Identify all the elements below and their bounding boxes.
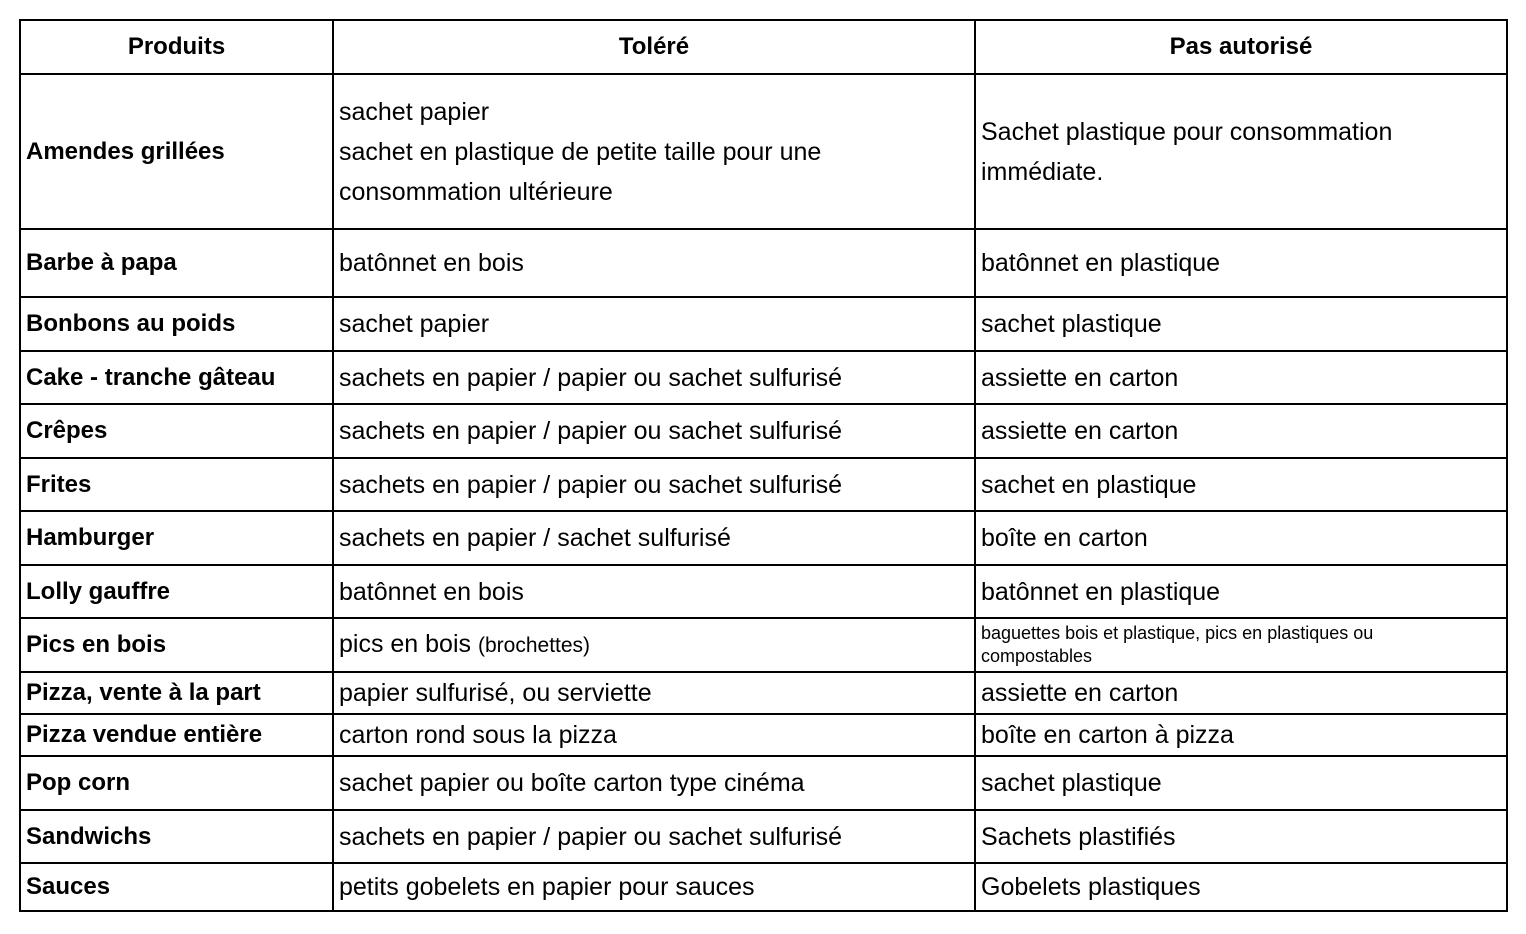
product-cell: Cake - tranche gâteau	[20, 351, 333, 404]
tolere-cell: carton rond sous la pizza	[333, 714, 975, 756]
product-cell: Pics en bois	[20, 618, 333, 672]
pas-autorise-line: Sachet plastique pour consommation	[981, 117, 1393, 146]
product-cell: Sauces	[20, 863, 333, 911]
table-row	[20, 714, 1507, 756]
pas-autorise-cell	[975, 618, 1507, 672]
product-cell: Crêpes	[20, 404, 333, 458]
tolere-cell: sachets en papier / papier ou sachet sulfurisé	[333, 458, 975, 511]
table-row	[20, 458, 1507, 511]
tolere-cell: sachets en papier / papier ou sachet sulfurisé	[333, 810, 975, 863]
tolere-cell: papier sulfurisé, ou serviette	[333, 672, 975, 714]
table-row	[20, 229, 1507, 297]
tolere-cell: batônnet en bois	[333, 229, 975, 297]
table-row	[20, 810, 1507, 863]
product-cell: Amendes grillées	[20, 74, 333, 229]
table-row	[20, 351, 1507, 404]
table-row	[20, 672, 1507, 714]
product-cell: Lolly gauffre	[20, 565, 333, 618]
pas-autorise-cell: batônnet en plastique	[975, 229, 1507, 297]
tolere-cell: sachets en papier / papier ou sachet sulfurisé	[333, 404, 975, 458]
header-pas-autorise: Pas autorisé	[975, 20, 1507, 74]
table-row	[20, 404, 1507, 458]
pas-autorise-line: immédiate.	[981, 157, 1104, 186]
packaging-table	[19, 19, 1508, 912]
pas-autorise-cell: assiette en carton	[975, 404, 1507, 458]
tolere-cell: sachets en papier / sachet sulfurisé	[333, 511, 975, 565]
tolere-cell: sachet papier ou boîte carton type cinéma	[333, 756, 975, 810]
tolere-cell: batônnet en bois	[333, 565, 975, 618]
tolere-cell	[333, 618, 975, 672]
product-cell: Bonbons au poids	[20, 297, 333, 351]
pas-autorise-line: baguettes bois et plastique, pics en plastiques ou	[981, 623, 1374, 643]
tolere-line: sachet papier	[339, 97, 490, 126]
pas-autorise-cell: assiette en carton	[975, 672, 1507, 714]
header-produits: Produits	[20, 20, 333, 74]
tolere-cell: sachet papier	[333, 297, 975, 351]
table-row	[20, 74, 1507, 229]
pas-autorise-cell: batônnet en plastique	[975, 565, 1507, 618]
product-cell: Pizza vendue entière	[20, 714, 333, 756]
pas-autorise-cell: sachet plastique	[975, 756, 1507, 810]
tolere-note: (brochettes)	[477, 634, 591, 657]
tolere-text: pics en bois	[339, 630, 472, 658]
product-cell: Sandwichs	[20, 810, 333, 863]
product-cell: Frites	[20, 458, 333, 511]
tolere-cell: petits gobelets en papier pour sauces	[333, 863, 975, 911]
product-cell: Barbe à papa	[20, 229, 333, 297]
tolere-line: consommation ultérieure	[339, 177, 613, 206]
tolere-cell	[333, 74, 975, 229]
pas-autorise-cell: sachet en plastique	[975, 458, 1507, 511]
pas-autorise-cell: assiette en carton	[975, 351, 1507, 404]
tolere-line: sachet en plastique de petite taille pour une	[339, 137, 822, 166]
pas-autorise-cell: sachet plastique	[975, 297, 1507, 351]
header-tolere: Toléré	[333, 20, 975, 74]
product-cell: Pizza, vente à la part	[20, 672, 333, 714]
pas-autorise-line: compostables	[981, 646, 1093, 666]
table-row	[20, 297, 1507, 351]
tolere-cell: sachets en papier / papier ou sachet sulfurisé	[333, 351, 975, 404]
product-cell: Hamburger	[20, 511, 333, 565]
pas-autorise-cell: Sachets plastifiés	[975, 810, 1507, 863]
table-row	[20, 863, 1507, 911]
table-row	[20, 618, 1507, 672]
product-cell: Pop corn	[20, 756, 333, 810]
pas-autorise-cell: boîte en carton à pizza	[975, 714, 1507, 756]
header-row	[20, 20, 1507, 74]
pas-autorise-cell: Gobelets plastiques	[975, 863, 1507, 911]
pas-autorise-cell	[975, 74, 1507, 229]
table-row	[20, 565, 1507, 618]
pas-autorise-cell: boîte en carton	[975, 511, 1507, 565]
table-row	[20, 511, 1507, 565]
table-row	[20, 756, 1507, 810]
